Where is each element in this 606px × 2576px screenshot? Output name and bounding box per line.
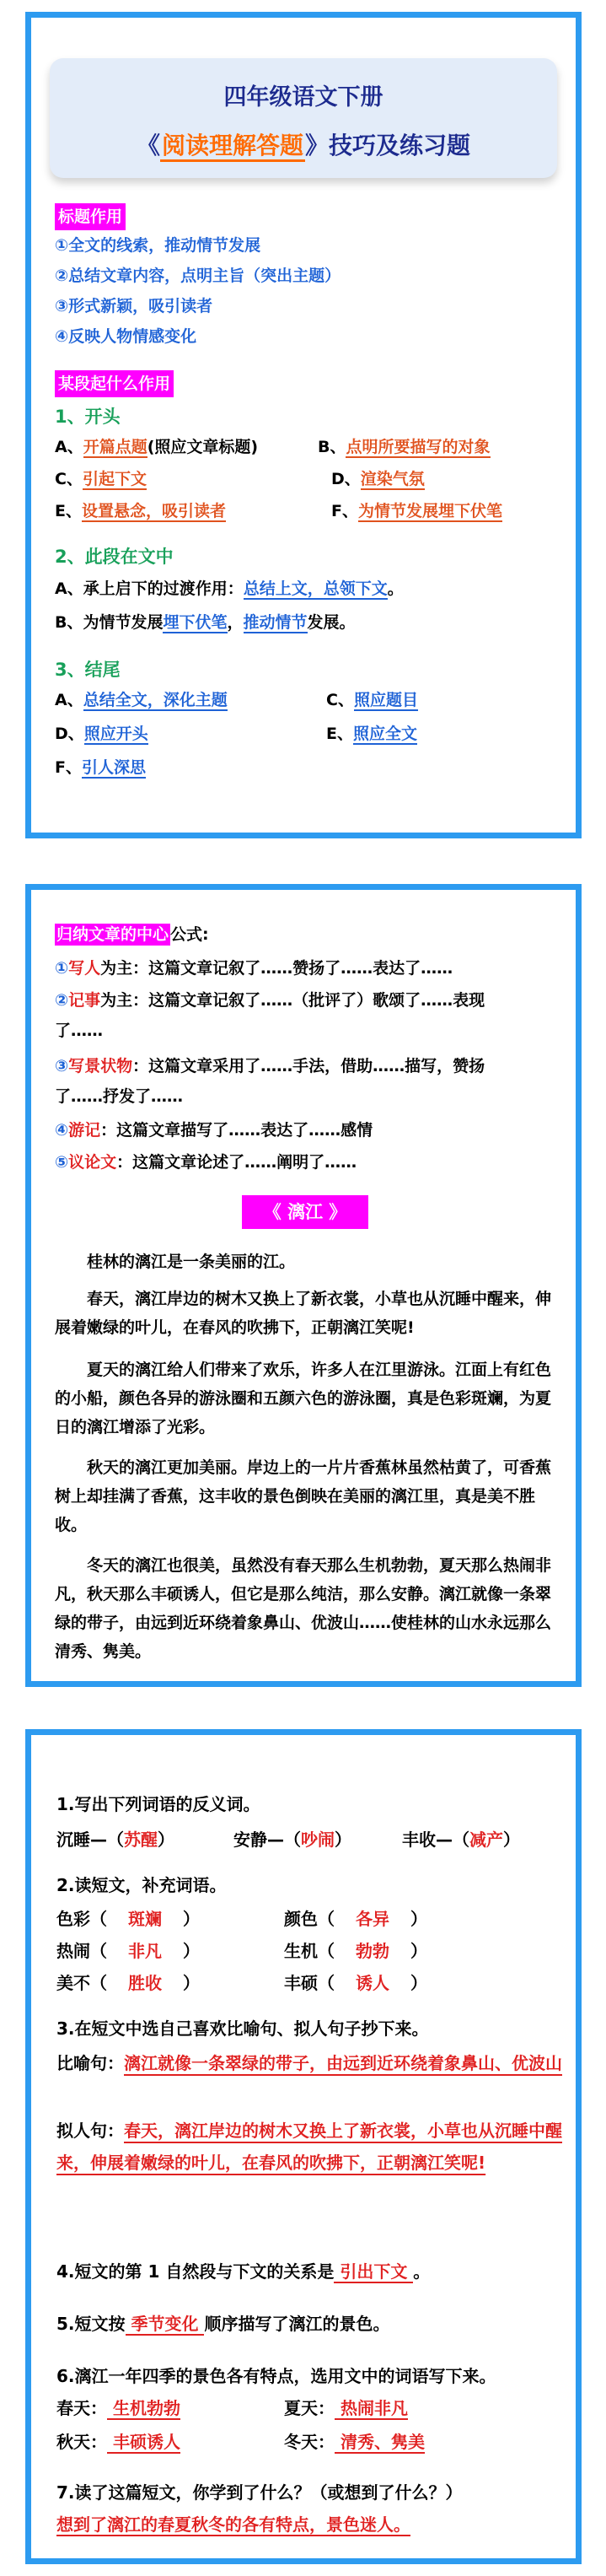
section-opening: 1、开头 [55,407,121,427]
poem-paragraph: 春天，漓江岸边的树木又换上了新衣裳，小草也从沉睡中醒来，伸展着嫩绿的叶儿，在春风的吹拂下，正朝漓江笑呢! [55,1290,552,1337]
antonym-item: 安静—（吵闹） [233,1830,351,1850]
formula-scenery: ③写景状物：这篇文章采用了……手法，借助……描写，赞扬 [55,1057,485,1075]
middle-item-b: B、为情节发展埋下伏笔，推动情节发展。 [55,613,356,632]
formula-write-person: ①写人为主：这篇文章记叙了……赞扬了……表达了…… [55,959,453,978]
ending-item-c: C、照应题目 [326,691,418,709]
season-item: 冬天： 清秀、隽美 [284,2432,425,2452]
antonym-item: 丰收—（减产） [402,1830,520,1850]
poem-paragraph: 夏天的漓江给人们带来了欢乐，许多人在江里游泳。江面上有红色的小船，颜色各异的游泳圈和五颜六色的游泳圈，真是色彩斑斓，为夏日的漓江增添了光彩。 [55,1361,552,1436]
opening-item-e: E、设置悬念，吸引读者 [55,502,226,520]
formula-heading: 归纳文章的中心 公式: [56,925,209,944]
tag-paragraph-function: 某段起什么作用 [55,370,174,397]
title-item: ③形式新颖，吸引读者 [55,297,213,315]
fill-item: 颜色（ 各异 ） [284,1909,427,1929]
question-1: 1.写出下列词语的反义词。 [56,1794,260,1814]
poem-paragraph: 冬天的漓江也很美，虽然没有春天那么生机勃勃，夏天那么热闹非凡，秋天那么丰硕诱人，但它是那么纯洁，那么安静。漓江就像一条翠绿的带子，由远到近环绕着象鼻山、优波山……使桂林的山水永远那么清秀、隽美。 [55,1556,552,1661]
formula-continuation: 了…… [55,1021,104,1040]
title-banner [50,58,557,178]
question-2: 2.读短文，补充词语。 [56,1875,227,1895]
fill-item: 美不（ 胜收 ） [56,1973,200,1993]
question-7-answer: 想到了漓江的春夏秋冬的各有特点，景色迷人。 [56,2514,410,2535]
question-6: 6.漓江一年四季的景色各有特点，选用文中的词语写下来。 [56,2366,496,2386]
formula-argument: ⑤议论文：这篇文章论述了……阐明了…… [55,1153,357,1172]
opening-item-f: F、为情节发展埋下伏笔 [331,502,502,520]
title-item: ②总结文章内容，点明主旨（突出主题） [55,267,341,285]
season-item: 秋天： 丰硕诱人 [56,2432,180,2452]
formula-write-event: ②记事为主：这篇文章记叙了……（批评了）歌颂了……表现 [55,991,485,1010]
opening-item-b: B、点明所要描写的对象 [318,438,491,456]
ending-item-f: F、引人深思 [55,758,146,777]
fill-item: 热闹（ 非凡 ） [56,1941,200,1961]
formula-travel: ④游记：这篇文章描写了……表达了……感情 [55,1121,373,1140]
section-middle: 2、此段在文中 [55,547,174,567]
season-item: 春天： 生机勃勃 [56,2398,180,2418]
poem-title: 《 漓江 》 [242,1195,368,1229]
antonym-item: 沉睡—（苏醒） [56,1830,174,1850]
opening-item-d: D、渲染气氛 [331,470,425,488]
subtitle-highlight: 阅读理解答题 [160,132,305,162]
question-5: 5.短文按 季节变化 顺序描写了漓江的景色。 [56,2314,390,2334]
formula-continuation: 了……抒发了…… [55,1087,184,1106]
personification-answer: 拟人句：春天，漓江岸边的树木又换上了新衣裳，小草也从沉睡中醒来，伸展着嫩绿的叶儿，在春风的吹拂下，正朝漓江笑呢! [56,2121,562,2173]
tag-title-function: 标题作用 [55,203,126,230]
section-ending: 3、结尾 [55,660,121,680]
reading-tips-card [25,12,582,838]
title-item: ④反映人物情感变化 [55,327,197,346]
page-subtitle: 《阅读理解答题》技巧及练习题 [50,127,557,161]
poem-paragraph: 桂林的漓江是一条美丽的江。 [87,1253,296,1271]
summary-formula-card [25,884,582,1687]
question-4: 4.短文的第 1 自然段与下文的关系是 引出下文 。 [56,2261,431,2282]
fill-item: 丰硕（ 诱人 ） [284,1973,427,1993]
fill-item: 色彩（ 斑斓 ） [56,1909,200,1929]
ending-item-d: D、照应开头 [55,725,148,743]
question-3: 3.在短文中选自己喜欢比喻句、拟人句子抄下来。 [56,2018,429,2039]
ending-item-a: A、总结全文，深化主题 [55,691,228,709]
middle-item-a: A、承上启下的过渡作用：总结上文，总领下文。 [55,579,404,598]
fill-item: 生机（ 勃勃 ） [284,1941,427,1961]
exercise-card [25,1729,582,2564]
opening-item-a: A、开篇点题(照应文章标题) [55,438,259,456]
simile-answer: 比喻句：漓江就像一条翠绿的带子，由远到近环绕着象鼻山、优波山 [56,2053,562,2073]
ending-item-e: E、照应全文 [326,725,417,743]
page-title: 四年级语文下册 [223,84,383,110]
poem-paragraph: 秋天的漓江更加美丽。岸边上的一片片香蕉林虽然枯黄了，可香蕉树上却挂满了香蕉，这丰收的景色倒映在美丽的漓江里，真是美不胜收。 [55,1458,552,1534]
title-item: ①全文的线索，推动情节发展 [55,236,261,255]
question-7: 7.读了这篇短文，你学到了什么？（或想到了什么？） [56,2482,463,2503]
opening-item-c: C、引起下文 [55,470,147,488]
season-item: 夏天： 热闹非凡 [284,2398,408,2418]
